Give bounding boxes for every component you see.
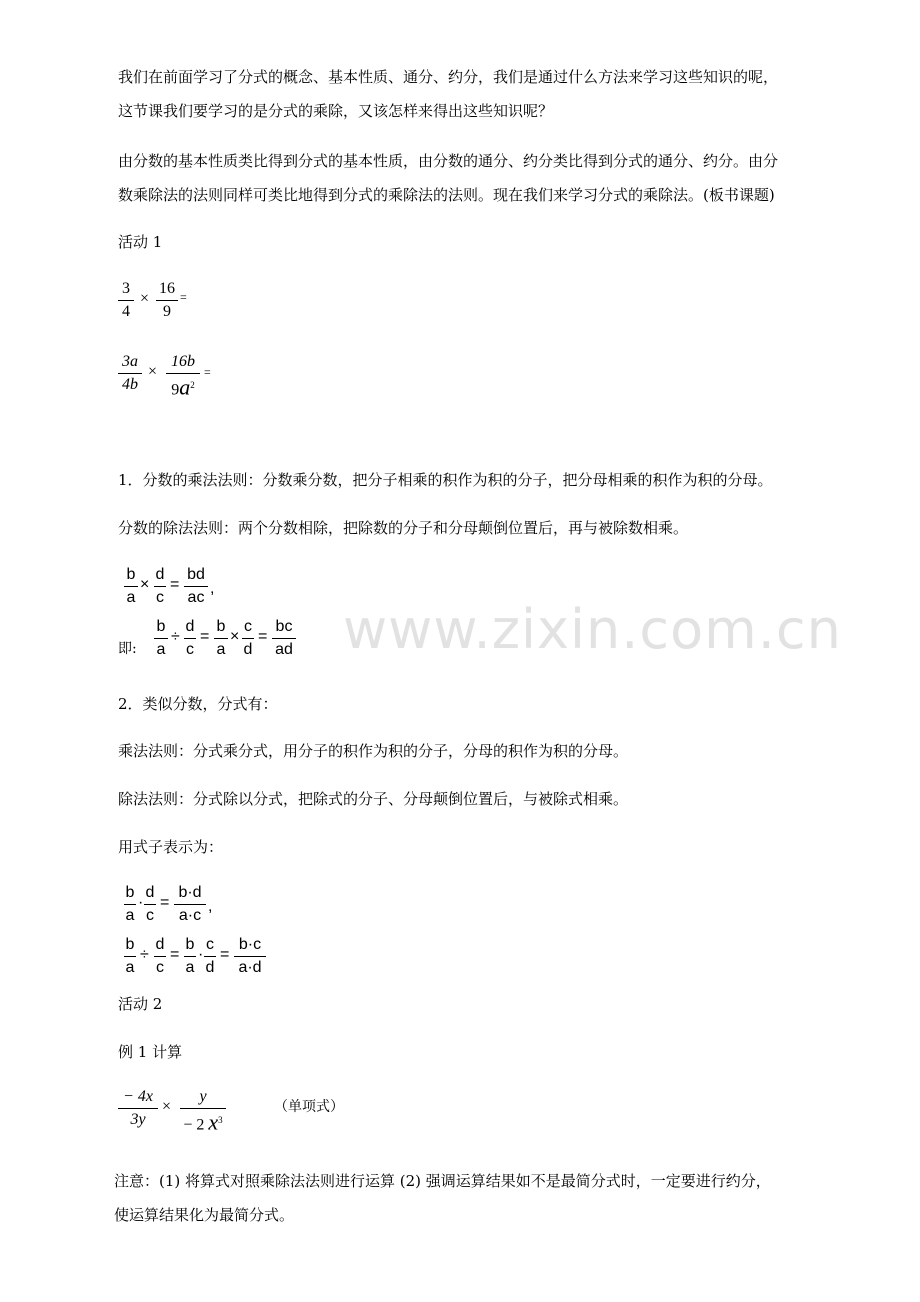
equals-sign: = — [180, 290, 187, 304]
equals-sign: = — [204, 365, 211, 379]
equals-sign: = — [170, 576, 180, 593]
denominator: c — [186, 641, 194, 658]
note-line-2: 使运算结果化为最简分式。 — [114, 1206, 295, 1224]
analogy-line-2: 数乘除法的法则同样可类比地得到分式的乘除法的法则。现在我们来学习分式的乘除法。(板书课题) — [118, 186, 775, 204]
intro-line-2: 这节课我们要学习的是分式的乘除，又该怎样来得出这些知识呢？ — [118, 102, 554, 120]
express-label: 用式子表示为： — [118, 838, 224, 856]
watermark: www.zixin.com.cn — [343, 598, 842, 661]
denominator: 3y — [130, 1111, 146, 1128]
note-paragraph — [114, 1164, 824, 1232]
divide-sign: ÷ — [171, 628, 180, 645]
denominator: 9 — [163, 303, 171, 320]
numerator: d — [145, 884, 155, 901]
numerator: 16 — [159, 280, 175, 297]
numerator: 3 — [122, 280, 130, 297]
numerator: b — [185, 936, 195, 953]
numerator: b·c — [238, 936, 262, 953]
rule-2: 2．类似分数，分式有： — [118, 695, 278, 713]
times-sign: × — [148, 363, 158, 380]
denominator: a — [126, 589, 136, 606]
denominator: 4 — [122, 303, 130, 320]
denominator: a·c — [178, 907, 202, 924]
denominator: − 2 $x^3$ — [183, 1109, 223, 1135]
times-sign: × — [162, 1098, 172, 1115]
denominator: a — [185, 959, 195, 976]
numerator: b — [125, 884, 135, 901]
numerator: y — [199, 1088, 207, 1105]
numerator: c — [244, 618, 252, 635]
multiplication-rule: 乘法法则：分式乘分式，用分子的积作为积的分子，分母的积作为积的分母。 — [118, 742, 629, 760]
intro-paragraph — [118, 60, 828, 128]
numerator: bc — [275, 618, 293, 635]
fraction-rule-formula — [118, 566, 318, 666]
denominator: $9a^2$ — [171, 374, 195, 400]
numerator: b — [216, 618, 226, 635]
times-sign: × — [230, 628, 240, 645]
denominator: d — [205, 959, 215, 976]
equals-sign: = — [200, 628, 210, 645]
denominator: ad — [275, 641, 293, 658]
numerator: c — [206, 936, 214, 953]
expression-2 — [118, 353, 258, 413]
dot-sign: · — [138, 894, 144, 911]
monomial-note: （单项式） — [274, 1099, 344, 1115]
numerator: 3a — [122, 353, 138, 370]
numerator: − 4x — [123, 1088, 153, 1105]
expression-1 — [118, 280, 238, 330]
numerator: d — [185, 618, 195, 635]
denominator: a·d — [238, 959, 262, 976]
activity-2-heading: 活动 2 — [118, 995, 163, 1013]
dot-sign: · — [198, 946, 204, 963]
denominator: a — [125, 959, 135, 976]
numerator: bd — [187, 566, 205, 583]
numerator: d — [155, 936, 165, 953]
equals-sign: = — [258, 628, 268, 645]
denominator: d — [243, 641, 253, 658]
denominator: a — [216, 641, 226, 658]
activity-1-heading: 活动 1 — [118, 233, 163, 251]
note-line-1: 注意：(1) 将算式对照乘除法法则进行运算 (2) 强调运算结果如不是最简分式时，一定要进行约分， — [114, 1172, 771, 1190]
numerator: 16b — [171, 353, 195, 370]
denominator: 4b — [122, 376, 138, 393]
numerator: d — [155, 566, 165, 583]
denominator: c — [156, 589, 164, 606]
prefix-label: 即: — [118, 641, 137, 657]
divide-sign: ÷ — [140, 946, 149, 963]
intro-line-1: 我们在前面学习了分式的概念、基本性质、通分、约分，我们是通过什么方法来学习这些知识的呢， — [118, 68, 779, 86]
example-1-heading: 例 1 计算 — [118, 1043, 183, 1061]
numerator: b — [126, 566, 136, 583]
equals-sign: = — [220, 946, 230, 963]
comma: , — [208, 898, 213, 915]
times-sign: × — [140, 576, 150, 593]
analogy-line-1: 由分数的基本性质类比得到分式的基本性质，由分数的通分、约分类比得到分式的通分、约分。由分 — [118, 152, 779, 170]
times-sign: × — [140, 290, 150, 307]
rule-1: 1．分数的乘法法则：分数乘分数，把分子相乘的积作为积的分子，把分母相乘的积作为积的分母。 — [118, 471, 773, 489]
equals-sign: = — [160, 894, 170, 911]
numerator: b — [125, 936, 135, 953]
division-rule-fraction: 除法法则：分式除以分式，把除式的分子、分母颠倒位置后，与被除式相乘。 — [118, 790, 629, 808]
denominator: a — [156, 641, 166, 658]
comma: , — [210, 580, 215, 597]
example-expression — [118, 1088, 418, 1148]
denominator: a — [125, 907, 135, 924]
denominator: c — [156, 959, 164, 976]
denominator: c — [146, 907, 154, 924]
algebraic-rule-formula — [118, 884, 318, 984]
analogy-paragraph — [118, 144, 828, 212]
denominator: ac — [187, 589, 205, 606]
division-rule: 分数的除法法则：两个分数相除，把除数的分子和分母颠倒位置后，再与被除数相乘。 — [118, 519, 689, 537]
numerator: b — [156, 618, 166, 635]
equals-sign: = — [170, 946, 180, 963]
numerator: b·d — [178, 884, 202, 901]
